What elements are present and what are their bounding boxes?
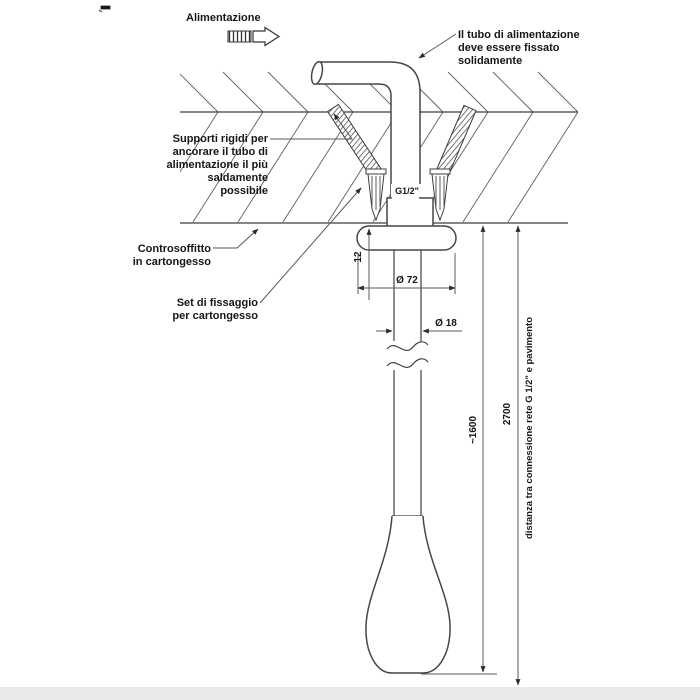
dim-flange-height-text: 12 bbox=[353, 251, 364, 263]
svg-text:Set di fissaggio: Set di fissaggio bbox=[176, 297, 258, 309]
dim-connection-note-text: distanza tra connessione rete G 1/2" e pavimento bbox=[524, 316, 535, 540]
fixing-set-note bbox=[172, 297, 258, 322]
svg-text:possibile: possibile bbox=[220, 185, 268, 197]
ceiling-flange bbox=[357, 226, 456, 250]
svg-text:Supporti rigidi per: Supporti rigidi per bbox=[172, 133, 268, 145]
feed-label: Alimentazione bbox=[186, 12, 261, 24]
false-ceiling-note bbox=[133, 243, 212, 268]
floor-band bbox=[0, 687, 700, 700]
dim-connection-to-floor-text: 2700 bbox=[502, 402, 513, 426]
dim-pipe-diameter-text: Ø 18 bbox=[435, 318, 457, 329]
dim-head-to-ceiling-text: ~1600 bbox=[468, 415, 479, 445]
svg-text:solidamente: solidamente bbox=[458, 55, 523, 67]
svg-text:per cartongesso: per cartongesso bbox=[172, 310, 258, 322]
svg-text:ancorare il tubo di: ancorare il tubo di bbox=[172, 146, 268, 158]
svg-text:in cartongesso: in cartongesso bbox=[132, 256, 211, 268]
svg-text:alimentazione il più: alimentazione il più bbox=[166, 159, 268, 171]
thread-size-label: G1/2" bbox=[395, 186, 419, 196]
svg-text:saldamente: saldamente bbox=[207, 172, 268, 184]
svg-text:Il tubo di alimentazione: Il tubo di alimentazione bbox=[458, 29, 580, 41]
svg-text:deve essere fissato: deve essere fissato bbox=[458, 42, 560, 54]
svg-text:Controsoffitto: Controsoffitto bbox=[137, 243, 211, 255]
dim-flange-diameter-text: Ø 72 bbox=[396, 275, 418, 286]
